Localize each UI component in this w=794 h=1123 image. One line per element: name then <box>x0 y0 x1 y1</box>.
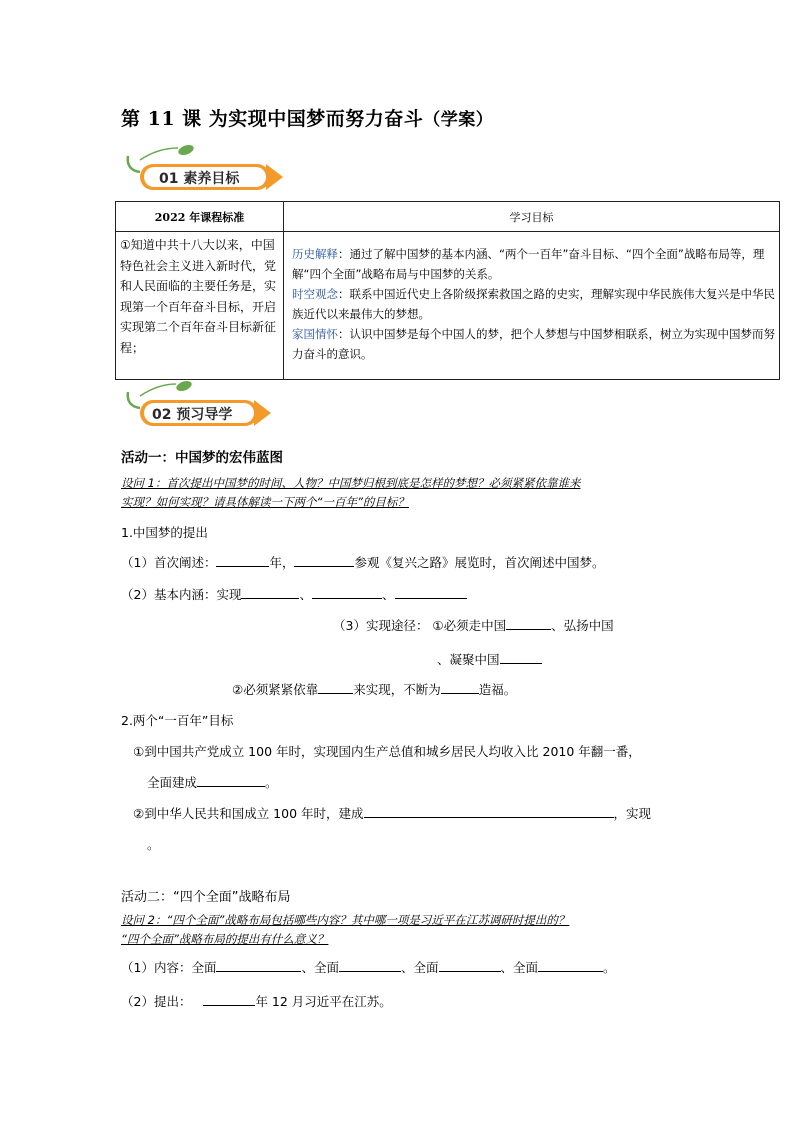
blank[interactable] <box>395 585 467 599</box>
item-title: 2.两个“一百年”目标 <box>121 713 234 728</box>
fill-line: （2）基本内涵：实现 、 、 <box>121 585 467 603</box>
blank[interactable] <box>197 773 265 787</box>
fill-line: （1）首次阐述： 年， 参观《复兴之路》展览时，首次阐述中国梦。 <box>121 555 605 570</box>
blank[interactable] <box>216 553 269 567</box>
fill-line: 、凝聚中国 <box>437 650 542 668</box>
goals-cell <box>284 232 780 380</box>
section-banner-goals <box>118 142 293 187</box>
section-banner-preview <box>118 378 283 423</box>
question-line: 实现？如何实现？请具体解读一下两个“一百年”的目标？ <box>121 495 409 509</box>
blank[interactable] <box>439 958 501 972</box>
blank[interactable] <box>216 958 301 972</box>
goals-table <box>115 201 780 380</box>
title-paren: （学案） <box>423 110 494 130</box>
fill-line: ②到中华人民共和国成立 100 年时，建成 ，实现 <box>133 806 652 821</box>
activity-heading: 活动一：中国梦的宏伟蓝图 <box>121 450 283 466</box>
goal-item: 时空观念：联系中国近代史上各阶级探索救国之路的史实，理解实现中华民族伟大复兴是中华民族近代以来最伟大的梦想。 <box>292 287 775 321</box>
section-label: 01 素养目标 <box>159 171 240 187</box>
goal-item: 家国情怀：认识中国梦是每个中国人的梦，把个人梦想与中国梦相联系，树立为实现中国梦而努力奋斗的意识。 <box>292 327 775 361</box>
blank[interactable] <box>203 992 255 1006</box>
item-title: 1.中国梦的提出 <box>121 525 208 540</box>
sprout-icon <box>175 379 193 393</box>
blank[interactable] <box>500 650 542 664</box>
section-label: 02 预习导学 <box>152 407 233 423</box>
table-header-standard: 2022 年课程标准 <box>116 202 284 232</box>
blank[interactable] <box>312 585 382 599</box>
fill-line: （1）内容：全面 、全面 、全面 、全面 。 <box>121 960 616 975</box>
blank[interactable] <box>538 958 603 972</box>
question-line: 设问 2：“四个全面”战略布局包括哪些内容？其中哪一项是习近平在江苏调研时提出的？ <box>121 913 570 927</box>
blank[interactable] <box>294 553 354 567</box>
question-line: “四个全面”战略布局的提出有什么意义？ <box>121 932 329 946</box>
blank[interactable] <box>241 585 299 599</box>
goal-line: ①到中国共产党成立 100 年时，实现国内生产总值和城乡居民人均收入比 2010 年翻一番， <box>133 744 641 759</box>
fill-line: ②必须紧紧依靠 来实现，不断为 造福。 <box>232 682 517 697</box>
standard-cell: ①知道中共十八大以来，中国特色社会主义进入新时代，党和人民面临的主要任务是，实现第一个百年奋斗目标，开启实现第二个百年奋斗目标新征程； <box>116 232 284 380</box>
fill-line: 。 <box>147 837 160 852</box>
leaf-icon <box>177 143 195 157</box>
page-title <box>121 104 493 131</box>
activity-heading: 活动二：“四个全面”战略布局 <box>121 890 291 905</box>
blank[interactable] <box>318 680 353 694</box>
question-line: 设问 1：首次提出中国梦的时间、人物？中国梦归根到底是怎样的梦想？必须紧紧依靠谁来 <box>121 476 581 490</box>
title-main: 第 11 课 为实现中国梦而努力奋斗 <box>121 108 424 130</box>
blank[interactable] <box>506 616 551 630</box>
fill-line: （3）实现途径： ①必须走中国 、弘扬中国 <box>333 618 614 633</box>
goal-item: 历史解释：通过了解中国梦的基本内涵、“两个一百年”奋斗目标、“四个全面”战略布局等，理解“四个全面”战略布局与中国梦的关系。 <box>292 247 765 281</box>
fill-line: （2）提出： 年 12 月习近平在江苏。 <box>121 994 392 1009</box>
blank[interactable] <box>364 804 614 818</box>
blank[interactable] <box>441 680 479 694</box>
blank[interactable] <box>339 958 401 972</box>
table-header-goals: 学习目标 <box>284 202 780 232</box>
fill-line: 全面建成 。 <box>147 775 278 790</box>
